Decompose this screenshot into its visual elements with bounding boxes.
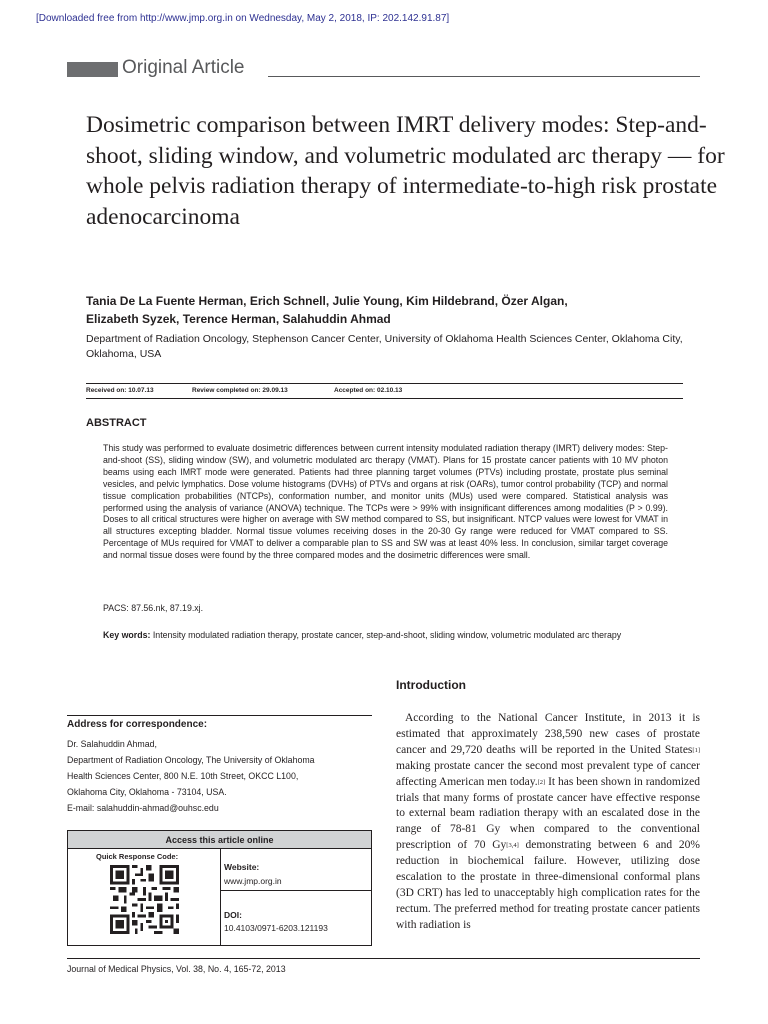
author-list — [86, 292, 686, 328]
reference-1[interactable]: [1] — [692, 746, 700, 754]
access-divider-vertical — [220, 849, 221, 945]
correspondence-line: Oklahoma City, Oklahoma - 73104, USA. — [67, 787, 227, 797]
intro-part-4: demonstrating between 6 and 20% reduction in biochemical failure. However, utilizing dose escalation to the prostate in three-dimensional conformal plans (3D CRT) has led to unacceptably high complication rates for the rectum. The preferred method for treating prostate cancer patients with radiation is — [396, 839, 700, 931]
website-label: Website: — [224, 862, 260, 872]
intro-part-2: making prostate cancer the second most prevalent type of cancer affecting American men today. — [396, 759, 700, 788]
intro-part-3: It has been shown in randomized trials that many forms of prostate cancer have effective response to external beam radiation therapy with an escalated dose in the range of 78-81 Gy when compared to the conventional prescription of 70 Gy — [396, 775, 700, 852]
section-rule — [268, 76, 700, 77]
correspondence-line: Department of Radiation Oncology, The University of Oklahoma — [67, 755, 315, 765]
reference-3[interactable]: [3,4] — [506, 842, 519, 850]
received-date: Received on: 10.07.13 — [86, 387, 154, 394]
intro-part-1: According to the National Cancer Institute, in 2013 it is estimated that approximately 238,590 new cases of prostate cancer and 29,720 deaths will be reported in the United States — [396, 712, 700, 756]
correspondence-line: Health Sciences Center, 800 N.E. 10th Street, OKCC L100, — [67, 771, 299, 781]
keywords — [103, 630, 668, 642]
access-divider-horizontal — [220, 890, 372, 891]
authors-line-2: Elizabeth Syzek, Terence Herman, Salahuddin Ahmad — [86, 312, 391, 326]
correspondence-email[interactable]: E-mail: salahuddin-ahmad@ouhsc.edu — [67, 803, 219, 813]
pacs-codes: PACS: 87.56.nk, 87.19.xj. — [103, 603, 204, 613]
download-note: [Downloaded free from http://www.jmp.org.in on Wednesday, May 2, 2018, IP: 202.142.91.87] — [36, 13, 450, 24]
abstract-heading: ABSTRACT — [86, 417, 147, 429]
qr-code-icon[interactable] — [110, 865, 179, 934]
keywords-label: Key words: — [103, 630, 151, 640]
affiliation: Department of Radiation Oncology, Stephenson Cancer Center, University of Oklahoma Health Sciences Center, Oklahoma City, Oklahoma, USA — [86, 333, 683, 360]
access-heading: Access this article online — [68, 831, 371, 849]
correspondence-line: Dr. Salahuddin Ahmad, — [67, 739, 157, 749]
journal-footer: Journal of Medical Physics, Vol. 38, No. 4, 165-72, 2013 — [67, 964, 286, 974]
correspondence-address — [67, 736, 372, 816]
introduction-text — [396, 711, 700, 934]
abstract-text: This study was performed to evaluate dosimetric differences between current intensity modulated radiation therapy (IMRT) delivery modes: Step-and-shoot (SS), sliding window (SW), and volumetric modulated arc therapy (VMAT). Plans for 15 prostate cancer patients with 10 MV photon beams using each IMRT mode were generated. Patients had three planning target volumes (PTVs) including prostate, prostate plus seminal vesicles, and pelvic lymphatics. Dose volume histograms (DVHs) of PTVs and organs at risk (OARs), tumor control probability (TCP) and normal tissue complication probabilities (NTCPs), conformation number, and monitor units (MUs) used were compared. Statistical analysis was performed using the analysis of variance (ANOVA) technique. The TCPs were > 99% with insignificant differences among modalities (P > 0.99). Doses to all critical structures were higher on average with SW method compared to SS, but insignificant. NTCP values were lowest for VMAT in all structures excepting bladder. Normal tissue volumes receiving doses in the 20-30 Gy range were reduced for VMAT compared to SS. Percentage of MUs required for VMAT to deliver a comparable plan to SS and SW was at least 40% less. In conclusion, similar target coverage and normal tissue doses were found by the three compared modes and the dosimetric differences were small. — [103, 443, 668, 561]
doi-link[interactable]: 10.4103/0971-6203.121193 — [224, 923, 328, 933]
reference-2[interactable]: [2] — [537, 778, 546, 786]
footer-rule — [67, 958, 700, 959]
accepted-date: Accepted on: 02.10.13 — [334, 387, 403, 394]
keywords-text: Intensity modulated radiation therapy, prostate cancer, step-and-shoot, sliding window, volumetric modulated arc therapy — [150, 630, 622, 640]
access-online-box — [67, 830, 372, 946]
doi-label: DOI: — [224, 910, 242, 920]
section-marker-bar — [67, 62, 118, 77]
section-label: Original Article — [122, 57, 245, 78]
authors-line-1: Tania De La Fuente Herman, Erich Schnell, Julie Young, Kim Hildebrand, Özer Algan, — [86, 294, 568, 308]
correspondence-heading: Address for correspondence: — [67, 719, 208, 730]
correspondence-rule — [67, 715, 372, 716]
dates-rule-bottom — [86, 398, 683, 399]
introduction-heading: Introduction — [396, 678, 466, 692]
dates-rule-top — [86, 383, 683, 384]
review-date: Review completed on: 29.09.13 — [192, 387, 288, 394]
qr-label: Quick Response Code: — [96, 852, 179, 861]
article-title: Dosimetric comparison between IMRT delivery modes: Step-and-shoot, sliding window, and volumetric modulated arc therapy — for whole pelvis radiation therapy of intermediate-to-high risk prostate adenocarcinoma — [86, 112, 725, 230]
website-link[interactable]: www.jmp.org.in — [224, 876, 282, 886]
